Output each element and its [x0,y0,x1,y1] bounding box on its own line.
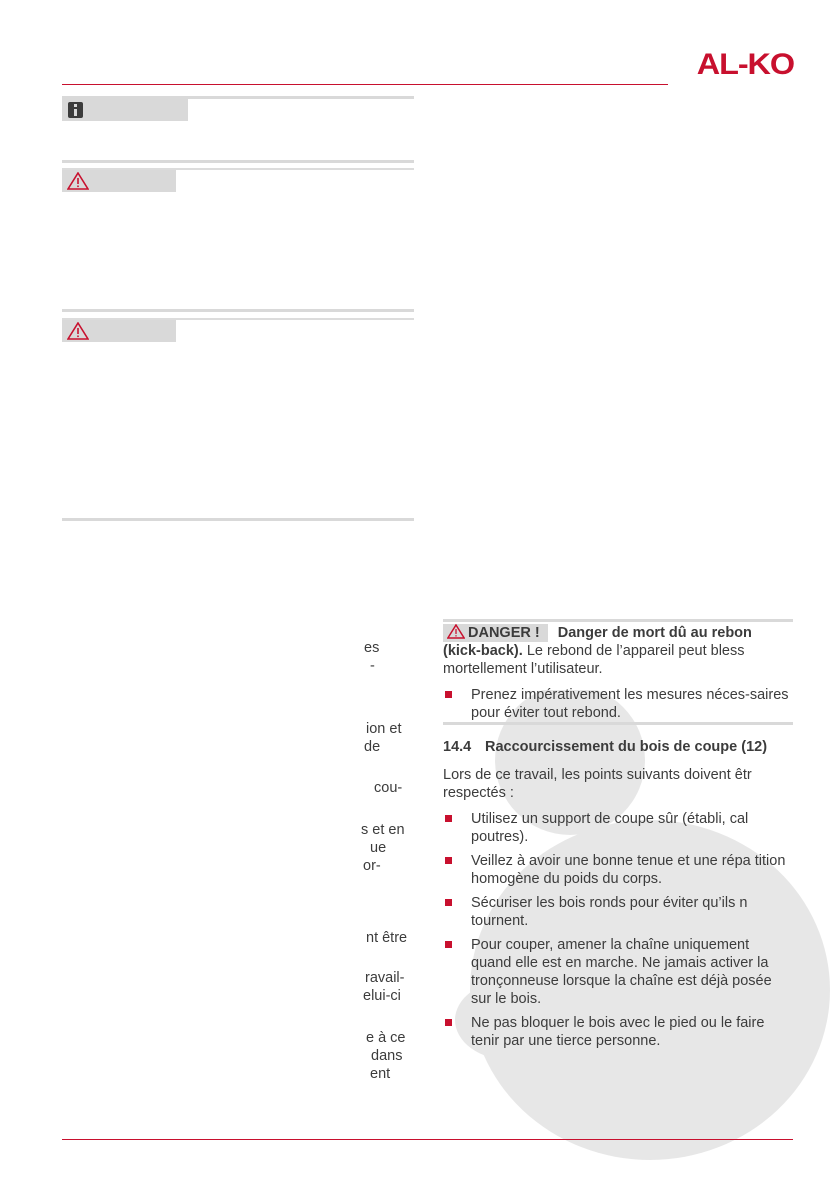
danger-label: DANGER ! [443,624,548,642]
left-fragment: de [364,739,381,755]
left-fragment: elui-ci [363,988,401,1004]
notice-warning2-top-rule [62,309,414,312]
left-fragment: ravail- [365,970,405,986]
list-item: Veillez à avoir une bonne tenue et une répa tition homogène du poids du corps. [443,852,793,888]
section-title: Raccourcissement du bois de coupe (12) [485,739,768,755]
left-fragment: - [370,658,375,674]
bullet-square-icon [445,815,452,822]
left-fragment: nt être [366,930,408,946]
notice-warning1-top-rule [62,160,414,163]
danger-text: Le rebond de l’appareil peut bless mortellement l’utilisateur. [443,643,745,677]
left-fragment: or- [363,858,381,874]
section-14-4 [443,738,793,1056]
warning-triangle-icon [67,172,89,190]
list-item: Sécuriser les bois ronds pour éviter qu’ils n tournent. [443,894,793,930]
left-fragment: ent [370,1066,391,1082]
left-fragment: cou- [374,780,403,796]
bullet-square-icon [445,1019,452,1026]
left-fragment: es [364,640,380,656]
bullet-square-icon [445,899,452,906]
danger-title: Danger de mort dû au rebon [557,625,752,641]
danger-bottom-rule [443,722,793,725]
left-fragment: e à ce [366,1030,406,1046]
left-fragment: ion et [366,721,402,737]
list-item: Pour couper, amener la chaîne uniquement quand elle est en marche. Ne jamais activer la tronçonneuse lorsque la chaîne est déjà posée sur le bois. [443,936,793,1008]
left-fragment: s et en [361,822,405,838]
info-icon [68,102,83,118]
section-heading [443,738,793,756]
header-rule [62,84,668,85]
list-item: Ne pas bloquer le bois avec le pied ou le faire tenir par une tierce personne. [443,1014,793,1050]
bullet-square-icon [445,857,452,864]
danger-block [443,624,793,728]
list-item: Prenez impérativement les mesures néces-saires pour éviter tout rebond. [443,686,793,722]
notice-warning2-tab [62,320,176,342]
danger-title-cont: (kick-back). [443,643,523,659]
left-fragment: dans [371,1048,403,1064]
notice-warning1-tab [62,170,176,192]
bullet-square-icon [445,941,452,948]
footer-rule [62,1139,793,1140]
section-number: 14.4 [443,739,472,755]
section-intro: Lors de ce travail, les points suivants doivent êtr respectés : [443,767,752,801]
warning-triangle-icon [447,624,465,639]
danger-top-rule [443,619,793,622]
warning-triangle-icon [67,322,89,340]
left-fragment: ue [370,840,387,856]
notice-info-tab [62,99,188,121]
notice-warning2-bottom-rule [62,518,414,521]
al-ko-logo: AL-KO [696,48,794,81]
bullet-square-icon [445,691,452,698]
list-item: Utilisez un support de coupe sûr (établi, cal poutres). [443,810,793,846]
